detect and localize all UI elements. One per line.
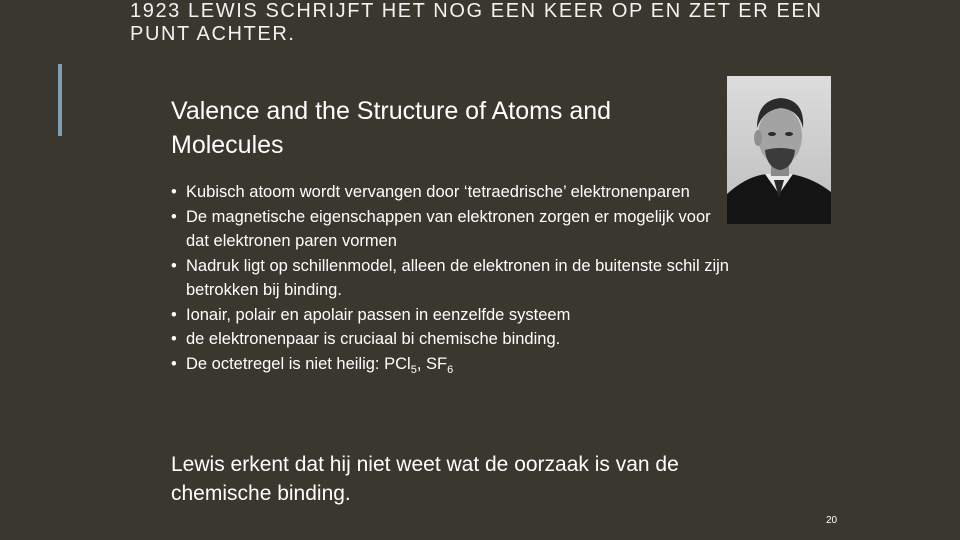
closing-statement: Lewis erkent dat hij niet weet wat de oorzaak is van de chemische binding.	[171, 453, 679, 505]
bullet-list	[169, 180, 729, 376]
bullet-glyph: •	[171, 207, 177, 226]
slide-subtitle: Valence and the Structure of Atoms and Molecules	[171, 97, 612, 159]
list-item	[169, 205, 729, 254]
bullet-text: De magnetische eigenschappen van elektronen zorgen er mogelijk voor dat elektronen paren vormen	[186, 207, 711, 250]
list-item	[169, 303, 729, 328]
octet-list-item	[169, 352, 729, 377]
page-number: 20	[826, 515, 838, 526]
bullet-text: de elektronenpaar is cruciaal bi chemische binding.	[186, 330, 561, 348]
bullet-text: Kubisch atoom wordt vervangen door ‘tetraedrische’ elektronenparen	[186, 183, 690, 201]
bullet-glyph: •	[171, 354, 177, 373]
list-item	[169, 327, 729, 352]
portrait-photo	[727, 76, 831, 224]
pcl-subscript: 5	[410, 363, 417, 376]
bullet-glyph: •	[171, 330, 177, 348]
bullet-text: Nadruk ligt op schillenmodel, alleen de elektronen in de buitenste schil zijn betrokken bij binding.	[186, 256, 729, 299]
octet-separator: , SF	[416, 354, 448, 373]
list-item	[169, 254, 729, 303]
slide-title: 1923 LEWIS SCHRIJFT HET NOG EEN KEER OP EN ZET ER EEN PUNT ACHTER.	[130, 0, 823, 45]
bullet-glyph: •	[171, 256, 177, 275]
octet-text: De octetregel is niet heilig: PCl	[186, 354, 411, 373]
list-item	[169, 180, 729, 205]
sf-subscript: 6	[447, 363, 454, 376]
accent-bar	[58, 64, 62, 136]
bullet-glyph: •	[171, 183, 177, 201]
bullet-text: Ionair, polair en apolair passen in eenzelfde systeem	[186, 305, 571, 324]
bullet-glyph: •	[171, 305, 177, 324]
